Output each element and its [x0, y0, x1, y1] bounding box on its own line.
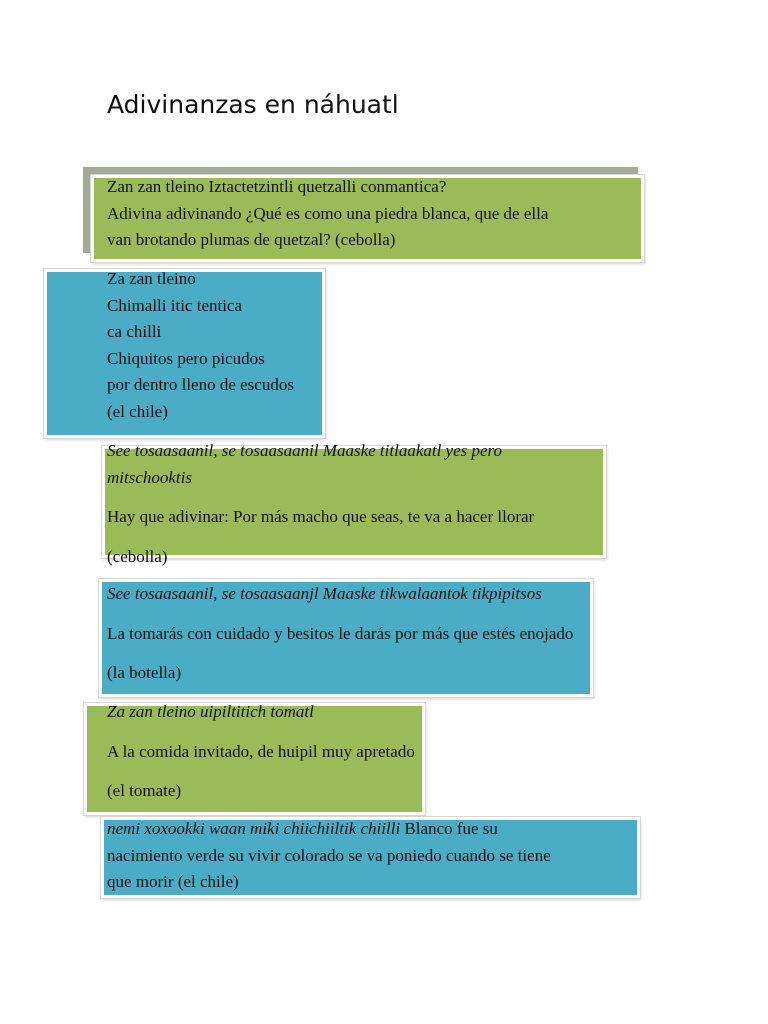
page-title: Adivinanzas en náhuatl: [107, 90, 399, 119]
riddle-4-answer: (la botella): [107, 663, 182, 682]
riddle-6-text: [107, 816, 551, 896]
riddle-1-line: Adivina adivinando ¿Qué es como una piedra blanca, que de ella: [107, 203, 549, 223]
riddle-5-text: [107, 699, 415, 805]
riddle-3-spanish: Hay que adivinar: Por más macho que seas, te va a hacer llorar: [107, 507, 535, 526]
riddle-2-text: [107, 266, 294, 425]
riddle-2-line: Za zan tleino: [107, 269, 196, 288]
riddle-3-text: [107, 438, 534, 570]
riddle-5-nahuatl: Za zan tleino uipiltitich tomatl: [107, 702, 314, 721]
riddle-5-spanish: A la comida invitado, de huipil muy apretado: [107, 741, 415, 761]
riddle-6-spanish-start: Blanco fue su: [404, 819, 498, 838]
riddle-6-nahuatl: nemi xoxookki waan miki chiichiiltik chiilli: [107, 819, 401, 838]
riddle-4-nahuatl: See tosaasaanil, se tosaasaanjl Maaske tikwalaantok tikpipitsos: [107, 584, 542, 603]
riddle-6-line: que morir (el chile): [107, 872, 239, 891]
riddle-2-line: (el chile): [107, 401, 168, 421]
riddle-3-nahuatl: See tosaasaanil, se tosaasaanil Maaske titlaakatl yes pero: [107, 441, 503, 460]
riddle-1-text: [107, 174, 548, 254]
riddle-3-nahuatl: mitschooktis: [107, 467, 192, 487]
riddle-5-answer: (el tomate): [107, 781, 182, 800]
riddle-1-line: Zan zan tleino Iztactetzintli quetzalli conmantica?: [107, 177, 447, 196]
riddle-2-line: ca chilli: [107, 322, 162, 341]
riddle-3-answer: (cebolla): [107, 546, 168, 566]
riddle-6-line-1: [107, 816, 551, 843]
riddle-1-line: van brotando plumas de quetzal? (cebolla): [107, 230, 396, 249]
riddle-4-text: [107, 581, 573, 687]
riddle-2-line: Chimalli itic tentica: [107, 295, 243, 315]
riddle-2-line: Chiquitos pero picudos: [107, 348, 265, 368]
riddle-4-spanish: La tomarás con cuidado y besitos le darás por más que estés enojado: [107, 623, 574, 643]
riddle-2-line: por dentro lleno de escudos: [107, 375, 294, 394]
riddle-6-line: nacimiento verde su vivir colorado se va poniedo cuando se tiene: [107, 845, 551, 865]
